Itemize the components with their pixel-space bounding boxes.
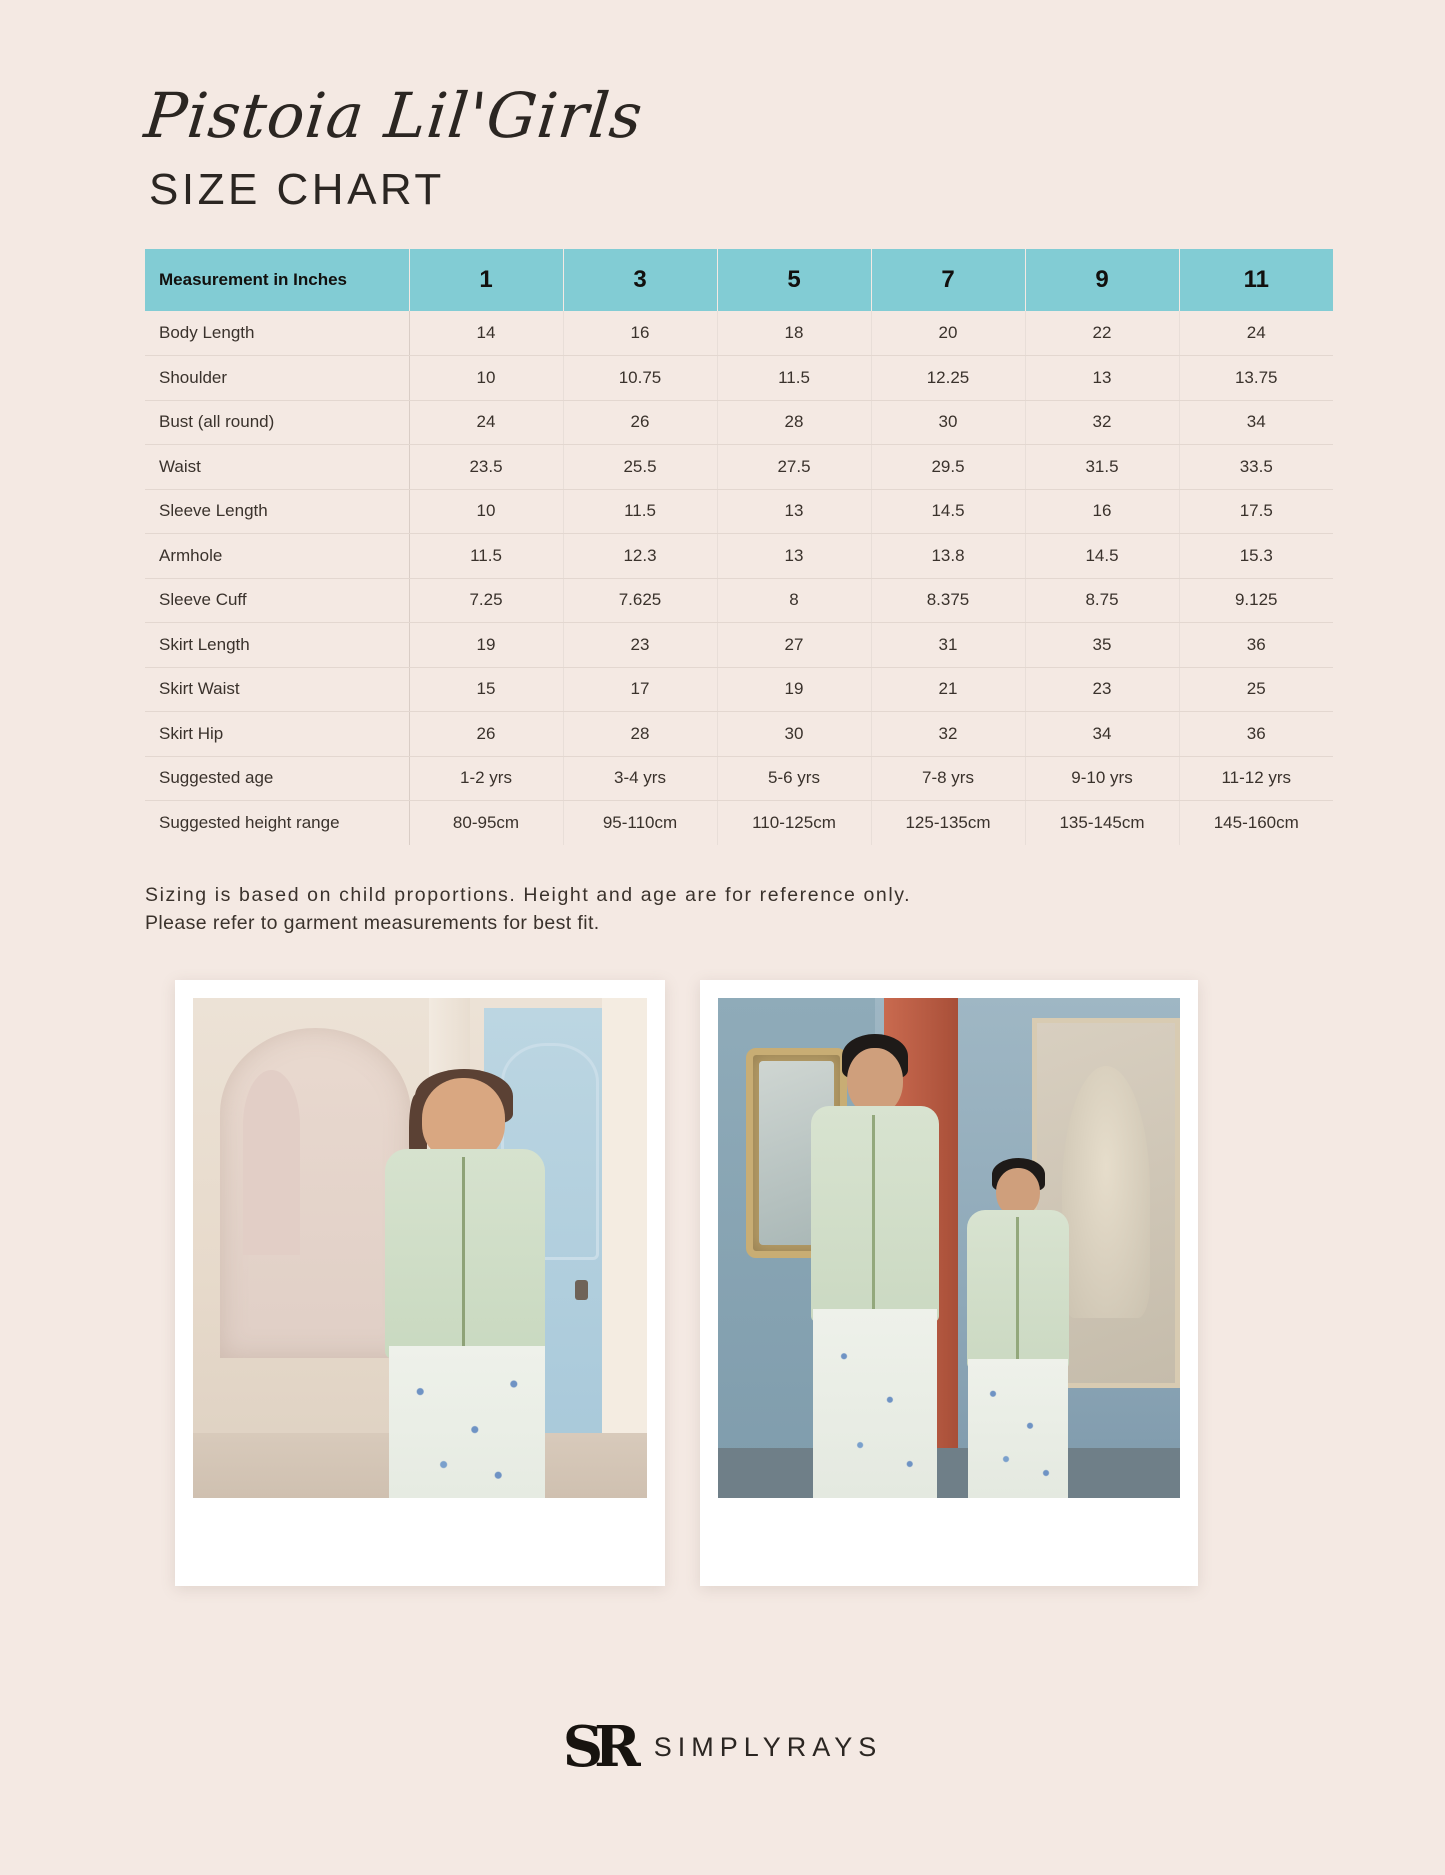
- table-cell: 80-95cm: [409, 801, 563, 846]
- photo-1-frame: [193, 998, 647, 1498]
- table-cell: 5-6 yrs: [717, 756, 871, 801]
- row-label: Armhole: [145, 534, 409, 579]
- column-header-size-9: 9: [1025, 249, 1179, 311]
- photo-gallery: [145, 980, 1300, 1586]
- table-cell: 13: [1025, 356, 1179, 401]
- table-cell: 29.5: [871, 445, 1025, 490]
- table-body: [145, 311, 1333, 845]
- column-header-size-11: 11: [1179, 249, 1333, 311]
- column-header-size-3: 3: [563, 249, 717, 311]
- table-cell: 23: [563, 623, 717, 668]
- table-cell: 9-10 yrs: [1025, 756, 1179, 801]
- table-cell: 22: [1025, 311, 1179, 356]
- table-cell: 11.5: [409, 534, 563, 579]
- table-row: [145, 623, 1333, 668]
- table-cell: 16: [563, 311, 717, 356]
- table-cell: 26: [409, 712, 563, 757]
- size-chart-table: [145, 249, 1333, 845]
- table-cell: 135-145cm: [1025, 801, 1179, 846]
- row-label: Sleeve Cuff: [145, 578, 409, 623]
- table-cell: 13.8: [871, 534, 1025, 579]
- column-header-size-5: 5: [717, 249, 871, 311]
- table-cell: 32: [871, 712, 1025, 757]
- table-cell: 24: [409, 400, 563, 445]
- table-cell: 23.5: [409, 445, 563, 490]
- adult-model-figure: [806, 1048, 945, 1498]
- table-cell: 34: [1179, 400, 1333, 445]
- table-cell: 10.75: [563, 356, 717, 401]
- table-cell: 12.3: [563, 534, 717, 579]
- table-row: [145, 356, 1333, 401]
- table-cell: 34: [1025, 712, 1179, 757]
- table-row: [145, 801, 1333, 846]
- table-row: [145, 445, 1333, 490]
- table-cell: 14.5: [871, 489, 1025, 534]
- product-photo-2: [700, 980, 1198, 1586]
- page-title: Pistoia Lil'Girls: [141, 79, 647, 152]
- table-cell: 17: [563, 667, 717, 712]
- column-header-measurement: Measurement in Inches: [145, 249, 409, 311]
- photo-2-frame: [718, 998, 1180, 1498]
- row-label: Skirt Hip: [145, 712, 409, 757]
- sr-monogram-icon: SR: [562, 1714, 632, 1780]
- row-label: Bust (all round): [145, 400, 409, 445]
- table-row: [145, 311, 1333, 356]
- row-label: Suggested age: [145, 756, 409, 801]
- table-cell: 11.5: [563, 489, 717, 534]
- row-label: Waist: [145, 445, 409, 490]
- brand-wordmark: SIMPLYRAYS: [653, 1731, 883, 1762]
- table-cell: 33.5: [1179, 445, 1333, 490]
- sizing-note: [145, 881, 1300, 938]
- row-label: Shoulder: [145, 356, 409, 401]
- table-row: [145, 489, 1333, 534]
- table-cell: 145-160cm: [1213, 813, 1299, 832]
- table-cell: 3-4 yrs: [563, 756, 717, 801]
- table-cell: 36: [1179, 623, 1333, 668]
- table-cell: 30: [871, 400, 1025, 445]
- table-cell: 7.625: [563, 578, 717, 623]
- table-row: [145, 667, 1333, 712]
- table-cell: 9.125: [1179, 578, 1333, 623]
- table-cell: 36: [1179, 712, 1333, 757]
- photo-1-scene: [193, 998, 647, 1498]
- table-cell: 12.25: [871, 356, 1025, 401]
- table-cell: 7-8 yrs: [871, 756, 1025, 801]
- table-cell: 28: [717, 400, 871, 445]
- column-header-size-7: 7: [871, 249, 1025, 311]
- brand-logo: [0, 1714, 1445, 1780]
- table-cell: 8: [717, 578, 871, 623]
- table-cell: 19: [409, 623, 563, 668]
- table-cell: 17.5: [1179, 489, 1333, 534]
- row-label: Skirt Length: [145, 623, 409, 668]
- table-cell: 16: [1025, 489, 1179, 534]
- table-cell: 15.3: [1179, 534, 1333, 579]
- child-model-figure-2: [963, 1168, 1074, 1498]
- table-row: [145, 756, 1333, 801]
- row-label: Skirt Waist: [145, 667, 409, 712]
- table-cell: 13: [717, 489, 871, 534]
- table-cell: 27.5: [717, 445, 871, 490]
- table-cell: 31.5: [1025, 445, 1179, 490]
- sizing-note-line-1: Sizing is based on child proportions. Height and age are for reference only.: [145, 884, 912, 906]
- table-cell: 30: [717, 712, 871, 757]
- table-cell: 11.5: [717, 356, 871, 401]
- table-cell: 19: [717, 667, 871, 712]
- child-model-figure: [375, 1078, 557, 1498]
- table-cell: 27: [717, 623, 871, 668]
- photo-2-scene: [718, 998, 1180, 1498]
- table-cell: 32: [1025, 400, 1179, 445]
- table-cell: 14.5: [1025, 534, 1179, 579]
- table-cell: 95-110cm: [563, 801, 717, 846]
- table-cell: 31: [871, 623, 1025, 668]
- table-row: [145, 712, 1333, 757]
- table-cell: 10: [409, 489, 563, 534]
- table-cell: 21: [871, 667, 1025, 712]
- page-header: [141, 0, 1300, 215]
- table-cell: 7.25: [409, 578, 563, 623]
- table-cell: 8.375: [871, 578, 1025, 623]
- table-cell: 11-12 yrs: [1179, 756, 1333, 801]
- table-cell: 13.75: [1179, 356, 1333, 401]
- table-cell: 25.5: [563, 445, 717, 490]
- sizing-note-line-2: Please refer to garment measurements for best fit.: [145, 912, 600, 935]
- table-cell: 15: [409, 667, 563, 712]
- column-header-size-1: 1: [409, 249, 563, 311]
- table-cell: 26: [563, 400, 717, 445]
- table-cell: 20: [871, 311, 1025, 356]
- table-cell: 14: [409, 311, 563, 356]
- table-cell: 8.75: [1025, 578, 1179, 623]
- table-cell: 13: [717, 534, 871, 579]
- table-cell: 35: [1025, 623, 1179, 668]
- table-row: [145, 578, 1333, 623]
- table-row: [145, 400, 1333, 445]
- table-header-row: [145, 249, 1333, 311]
- product-photo-1: [175, 980, 665, 1586]
- table-row: [145, 534, 1333, 579]
- table-cell: 28: [563, 712, 717, 757]
- table-cell: 25: [1179, 667, 1333, 712]
- table-cell: 18: [717, 311, 871, 356]
- table-cell: 24: [1179, 311, 1333, 356]
- table-cell: 10: [409, 356, 563, 401]
- row-label: Sleeve Length: [145, 489, 409, 534]
- row-label: Body Length: [145, 311, 409, 356]
- table-header: [145, 249, 1333, 311]
- table-cell: 125-135cm: [871, 801, 1025, 846]
- size-table-container: [145, 249, 1300, 845]
- table-cell: 1-2 yrs: [409, 756, 563, 801]
- table-cell: 23: [1025, 667, 1179, 712]
- page-subtitle: SIZE CHART: [149, 165, 445, 214]
- table-cell: 110-125cm: [717, 801, 871, 846]
- row-label: Suggested height range: [145, 801, 409, 846]
